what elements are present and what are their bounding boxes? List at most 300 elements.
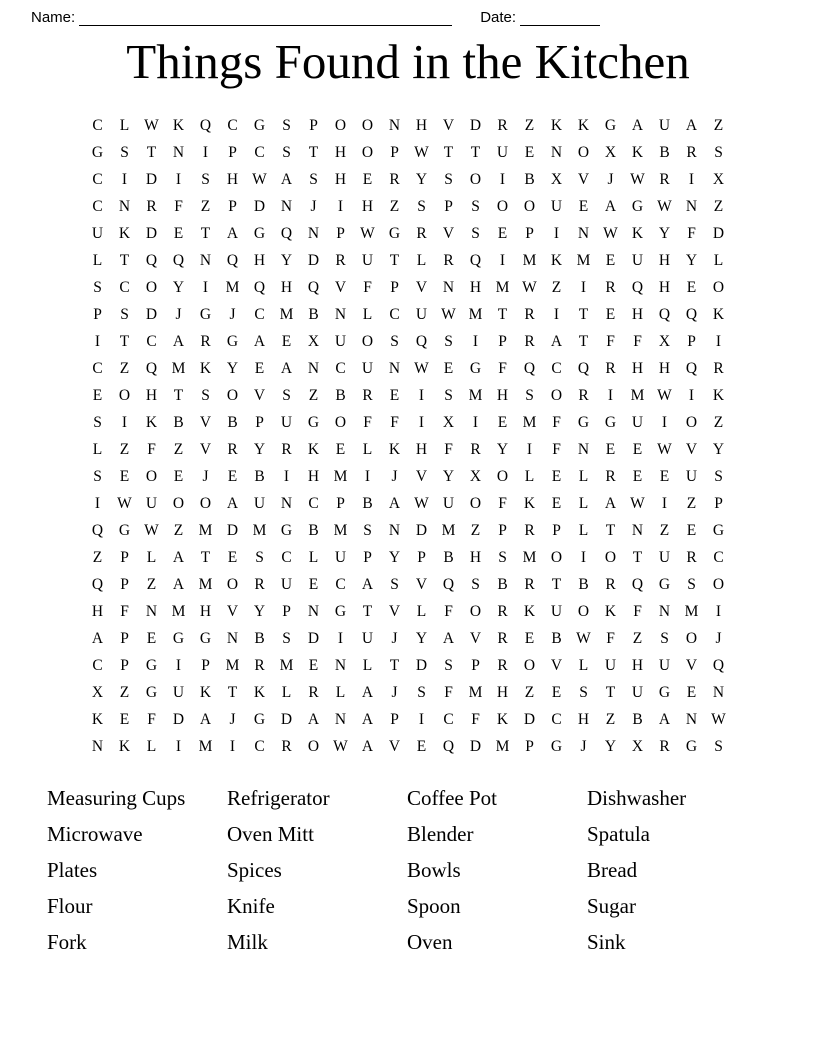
grid-cell[interactable]: Z	[605, 711, 616, 728]
grid-cell[interactable]: V	[199, 441, 212, 458]
grid-cell[interactable]: U	[253, 495, 266, 512]
grid-cell[interactable]: M	[495, 279, 510, 296]
grid-cell[interactable]: C	[551, 711, 562, 728]
grid-cell[interactable]: S	[93, 468, 102, 485]
word-list-item[interactable]: Oven Mitt	[227, 822, 314, 846]
grid-cell[interactable]: N	[334, 657, 347, 674]
grid-cell[interactable]: T	[119, 333, 130, 350]
grid-cell[interactable]: X	[469, 468, 482, 485]
grid-cell[interactable]: E	[308, 576, 319, 593]
word-list-item[interactable]: Spatula	[587, 822, 650, 846]
word-list-item[interactable]: Fork	[47, 930, 87, 954]
grid-cell[interactable]: S	[687, 576, 696, 593]
grid-cell[interactable]: R	[686, 549, 697, 566]
grid-cell[interactable]: P	[714, 495, 723, 512]
grid-cell[interactable]: N	[550, 144, 563, 161]
grid-cell[interactable]: C	[254, 144, 265, 161]
grid-cell[interactable]: R	[254, 657, 265, 674]
grid-cell[interactable]: J	[229, 306, 236, 323]
grid-cell[interactable]: O	[469, 603, 482, 620]
grid-cell[interactable]: S	[471, 198, 480, 215]
grid-cell[interactable]: M	[468, 387, 483, 404]
grid-cell[interactable]: E	[389, 387, 400, 404]
grid-cell[interactable]: C	[254, 738, 265, 755]
grid-cell[interactable]: F	[471, 711, 480, 728]
grid-cell[interactable]: D	[469, 738, 482, 755]
grid-cell[interactable]: S	[444, 171, 453, 188]
grid-cell[interactable]: G	[280, 522, 293, 539]
grid-cell[interactable]: R	[281, 441, 292, 458]
grid-cell[interactable]: S	[471, 225, 480, 242]
grid-cell[interactable]: I	[661, 414, 668, 431]
grid-cell[interactable]: L	[362, 441, 373, 458]
grid-cell[interactable]: M	[198, 522, 213, 539]
grid-cell[interactable]: A	[658, 711, 671, 728]
grid-cell[interactable]: H	[361, 198, 374, 215]
grid-cell[interactable]: H	[658, 279, 671, 296]
grid-cell[interactable]: N	[388, 522, 401, 539]
word-list-item[interactable]: Oven	[407, 930, 453, 954]
grid-cell[interactable]: T	[173, 387, 184, 404]
grid-cell[interactable]: E	[524, 144, 535, 161]
grid-cell[interactable]: U	[334, 549, 347, 566]
grid-cell[interactable]: Q	[253, 279, 266, 296]
grid-cell[interactable]: W	[360, 225, 375, 242]
grid-cell[interactable]: R	[308, 684, 319, 701]
grid-cell[interactable]: A	[172, 549, 185, 566]
word-list-item[interactable]: Spoon	[407, 894, 461, 918]
grid-cell[interactable]: Q	[523, 360, 536, 377]
grid-cell[interactable]: C	[119, 279, 130, 296]
grid-cell[interactable]: K	[199, 360, 212, 377]
grid-cell[interactable]: F	[444, 684, 453, 701]
grid-cell[interactable]: I	[229, 738, 236, 755]
grid-cell[interactable]: W	[117, 495, 132, 512]
grid-cell[interactable]: H	[307, 468, 320, 485]
grid-cell[interactable]: W	[576, 630, 591, 647]
grid-cell[interactable]: R	[713, 360, 724, 377]
grid-cell[interactable]: R	[605, 360, 616, 377]
grid-cell[interactable]: O	[145, 279, 158, 296]
grid-cell[interactable]: S	[390, 576, 399, 593]
grid-cell[interactable]: L	[578, 495, 589, 512]
grid-cell[interactable]: A	[604, 198, 617, 215]
grid-cell[interactable]: T	[578, 333, 589, 350]
grid-cell[interactable]: E	[632, 468, 643, 485]
grid-cell[interactable]: Y	[415, 630, 428, 647]
grid-cell[interactable]: J	[310, 198, 317, 215]
grid-cell[interactable]: O	[118, 387, 131, 404]
grid-cell[interactable]: L	[308, 549, 319, 566]
grid-cell[interactable]: K	[550, 252, 563, 269]
grid-cell[interactable]: R	[470, 441, 481, 458]
grid-cell[interactable]: V	[469, 630, 482, 647]
grid-cell[interactable]: G	[577, 414, 590, 431]
grid-cell[interactable]: X	[307, 333, 320, 350]
grid-cell[interactable]: E	[173, 468, 184, 485]
grid-cell[interactable]: P	[417, 549, 426, 566]
grid-cell[interactable]: Z	[551, 279, 562, 296]
grid-cell[interactable]: G	[631, 198, 644, 215]
grid-cell[interactable]: V	[442, 225, 455, 242]
grid-cell[interactable]: A	[442, 630, 455, 647]
grid-cell[interactable]: A	[604, 495, 617, 512]
grid-cell[interactable]: Y	[253, 603, 266, 620]
grid-cell[interactable]: G	[145, 684, 158, 701]
grid-cell[interactable]: P	[255, 414, 264, 431]
grid-cell[interactable]: S	[498, 549, 507, 566]
grid-cell[interactable]: O	[577, 144, 590, 161]
grid-cell[interactable]: N	[145, 603, 158, 620]
grid-cell[interactable]: N	[91, 738, 104, 755]
grid-cell[interactable]: N	[388, 360, 401, 377]
grid-cell[interactable]: K	[523, 603, 536, 620]
grid-cell[interactable]: F	[552, 414, 561, 431]
grid-cell[interactable]: D	[226, 522, 239, 539]
grid-cell[interactable]: S	[471, 576, 480, 593]
grid-cell[interactable]: Q	[91, 522, 104, 539]
grid-cell[interactable]: H	[334, 144, 347, 161]
grid-cell[interactable]: I	[283, 468, 290, 485]
grid-cell[interactable]: J	[175, 306, 182, 323]
grid-cell[interactable]: Z	[470, 522, 481, 539]
grid-cell[interactable]: P	[525, 225, 534, 242]
grid-cell[interactable]: D	[712, 225, 725, 242]
grid-cell[interactable]: C	[335, 360, 346, 377]
grid-cell[interactable]: U	[280, 576, 293, 593]
grid-cell[interactable]: O	[361, 333, 374, 350]
grid-cell[interactable]: R	[524, 333, 535, 350]
grid-cell[interactable]: Z	[659, 522, 670, 539]
grid-cell[interactable]: A	[226, 495, 239, 512]
grid-cell[interactable]: J	[715, 630, 722, 647]
grid-cell[interactable]: I	[94, 495, 101, 512]
name-blank-line[interactable]	[79, 11, 452, 26]
grid-cell[interactable]: B	[524, 171, 535, 188]
grid-cell[interactable]: W	[522, 279, 537, 296]
grid-cell[interactable]: S	[714, 144, 723, 161]
grid-cell[interactable]: P	[471, 657, 480, 674]
grid-cell[interactable]: Y	[388, 549, 401, 566]
grid-cell[interactable]: K	[253, 684, 266, 701]
grid-cell[interactable]: Q	[442, 576, 455, 593]
grid-cell[interactable]: P	[336, 225, 345, 242]
grid-cell[interactable]: I	[688, 171, 695, 188]
grid-cell[interactable]: V	[388, 738, 401, 755]
grid-cell[interactable]: A	[361, 684, 374, 701]
grid-cell[interactable]: M	[576, 252, 591, 269]
grid-cell[interactable]: Q	[280, 225, 293, 242]
grid-cell[interactable]: F	[174, 198, 183, 215]
grid-cell[interactable]: M	[225, 279, 240, 296]
grid-cell[interactable]: C	[92, 360, 103, 377]
grid-cell[interactable]: U	[658, 549, 671, 566]
grid-cell[interactable]: F	[606, 630, 615, 647]
grid-cell[interactable]: T	[308, 144, 319, 161]
grid-cell[interactable]: K	[577, 117, 590, 134]
grid-cell[interactable]: T	[551, 576, 562, 593]
grid-cell[interactable]: S	[444, 333, 453, 350]
word-list-item[interactable]: Milk	[227, 930, 268, 954]
grid-cell[interactable]: A	[199, 711, 212, 728]
grid-cell[interactable]: N	[334, 306, 347, 323]
grid-cell[interactable]: P	[120, 549, 129, 566]
grid-cell[interactable]: F	[498, 360, 507, 377]
grid-cell[interactable]: U	[631, 252, 644, 269]
grid-cell[interactable]: Y	[280, 252, 293, 269]
grid-cell[interactable]: F	[390, 414, 399, 431]
grid-cell[interactable]: E	[497, 414, 508, 431]
grid-cell[interactable]: L	[146, 549, 157, 566]
grid-cell[interactable]: C	[92, 171, 103, 188]
word-list-item[interactable]: Blender	[407, 822, 474, 846]
grid-cell[interactable]: S	[255, 549, 264, 566]
grid-cell[interactable]: E	[173, 225, 184, 242]
grid-cell[interactable]: I	[364, 468, 371, 485]
grid-cell[interactable]: X	[712, 171, 725, 188]
grid-cell[interactable]: Z	[146, 576, 157, 593]
grid-cell[interactable]: P	[390, 279, 399, 296]
grid-cell[interactable]: R	[497, 603, 508, 620]
grid-cell[interactable]: G	[334, 603, 347, 620]
grid-cell[interactable]: P	[120, 630, 129, 647]
grid-cell[interactable]: O	[523, 657, 536, 674]
grid-cell[interactable]: S	[417, 198, 426, 215]
grid-cell[interactable]: G	[658, 684, 671, 701]
grid-cell[interactable]: Z	[632, 630, 643, 647]
grid-cell[interactable]: S	[282, 387, 291, 404]
grid-cell[interactable]: J	[229, 711, 236, 728]
grid-cell[interactable]: V	[415, 279, 428, 296]
grid-cell[interactable]: M	[468, 684, 483, 701]
grid-cell[interactable]: U	[550, 603, 563, 620]
grid-cell[interactable]: R	[659, 171, 670, 188]
grid-cell[interactable]: N	[712, 684, 725, 701]
grid-cell[interactable]: L	[713, 252, 724, 269]
grid-cell[interactable]: T	[497, 306, 508, 323]
grid-cell[interactable]: V	[577, 171, 590, 188]
grid-cell[interactable]: O	[226, 387, 239, 404]
grid-cell[interactable]: L	[524, 468, 535, 485]
grid-cell[interactable]: O	[550, 549, 563, 566]
grid-cell[interactable]: Q	[577, 360, 590, 377]
grid-cell[interactable]: V	[685, 441, 698, 458]
grid-cell[interactable]: P	[498, 333, 507, 350]
grid-cell[interactable]: A	[226, 225, 239, 242]
grid-cell[interactable]: E	[227, 468, 238, 485]
grid-cell[interactable]: U	[334, 333, 347, 350]
grid-cell[interactable]: D	[145, 225, 158, 242]
grid-cell[interactable]: I	[499, 252, 506, 269]
grid-cell[interactable]: I	[94, 333, 101, 350]
grid-cell[interactable]: M	[333, 522, 348, 539]
word-list-item[interactable]: Knife	[227, 894, 275, 918]
grid-cell[interactable]: V	[415, 576, 428, 593]
grid-cell[interactable]: W	[144, 522, 159, 539]
grid-cell[interactable]: Z	[686, 495, 697, 512]
grid-cell[interactable]: B	[173, 414, 184, 431]
grid-cell[interactable]: M	[171, 360, 186, 377]
grid-cell[interactable]: Z	[524, 684, 535, 701]
grid-cell[interactable]: Z	[308, 387, 319, 404]
grid-cell[interactable]: I	[607, 387, 614, 404]
grid-cell[interactable]: R	[497, 630, 508, 647]
grid-cell[interactable]: C	[308, 495, 319, 512]
grid-cell[interactable]: O	[469, 171, 482, 188]
grid-cell[interactable]: P	[120, 657, 129, 674]
grid-cell[interactable]: F	[363, 414, 372, 431]
grid-cell[interactable]: I	[202, 279, 209, 296]
grid-cell[interactable]: H	[658, 360, 671, 377]
grid-cell[interactable]: O	[469, 495, 482, 512]
grid-cell[interactable]: S	[417, 684, 426, 701]
grid-cell[interactable]: A	[388, 495, 401, 512]
grid-cell[interactable]: U	[280, 414, 293, 431]
grid-cell[interactable]: E	[281, 333, 292, 350]
grid-cell[interactable]: E	[551, 684, 562, 701]
grid-cell[interactable]: G	[253, 225, 266, 242]
grid-cell[interactable]: W	[630, 171, 645, 188]
grid-cell[interactable]: U	[91, 225, 104, 242]
grid-cell[interactable]: P	[390, 144, 399, 161]
grid-cell[interactable]: Z	[119, 441, 130, 458]
word-list-item[interactable]: Plates	[47, 858, 98, 882]
grid-cell[interactable]: P	[93, 306, 102, 323]
grid-cell[interactable]: H	[658, 252, 671, 269]
grid-cell[interactable]: I	[715, 333, 722, 350]
grid-cell[interactable]: T	[200, 549, 211, 566]
grid-cell[interactable]: A	[361, 576, 374, 593]
grid-cell[interactable]: D	[307, 252, 320, 269]
grid-cell[interactable]: D	[145, 171, 158, 188]
grid-cell[interactable]: W	[630, 495, 645, 512]
grid-cell[interactable]: I	[175, 171, 182, 188]
grid-cell[interactable]: R	[605, 576, 616, 593]
grid-cell[interactable]: R	[227, 441, 238, 458]
grid-cell[interactable]: P	[228, 198, 237, 215]
grid-cell[interactable]: Z	[119, 360, 130, 377]
grid-cell[interactable]: T	[389, 252, 400, 269]
grid-cell[interactable]: Q	[685, 360, 698, 377]
word-list-item[interactable]: Dishwasher	[587, 786, 687, 810]
grid-cell[interactable]: K	[145, 414, 158, 431]
grid-cell[interactable]: V	[253, 387, 266, 404]
grid-cell[interactable]: M	[441, 522, 456, 539]
grid-cell[interactable]: U	[631, 684, 644, 701]
grid-cell[interactable]: O	[685, 414, 698, 431]
grid-cell[interactable]: U	[145, 495, 158, 512]
grid-cell[interactable]: K	[523, 495, 536, 512]
grid-cell[interactable]: B	[497, 576, 508, 593]
grid-cell[interactable]: B	[254, 630, 265, 647]
grid-cell[interactable]: M	[279, 306, 294, 323]
grid-cell[interactable]: L	[578, 522, 589, 539]
grid-cell[interactable]: X	[658, 333, 671, 350]
grid-cell[interactable]: M	[522, 414, 537, 431]
grid-cell[interactable]: H	[577, 711, 590, 728]
grid-cell[interactable]: G	[307, 414, 320, 431]
grid-cell[interactable]: I	[661, 495, 668, 512]
grid-cell[interactable]: E	[227, 549, 238, 566]
grid-cell[interactable]: F	[147, 711, 156, 728]
grid-cell[interactable]: W	[414, 144, 429, 161]
grid-cell[interactable]: B	[362, 495, 373, 512]
grid-cell[interactable]: C	[443, 711, 454, 728]
grid-cell[interactable]: Y	[712, 441, 725, 458]
grid-cell[interactable]: M	[198, 738, 213, 755]
grid-cell[interactable]: M	[522, 252, 537, 269]
grid-cell[interactable]: C	[92, 117, 103, 134]
grid-cell[interactable]: L	[335, 684, 346, 701]
grid-cell[interactable]: R	[416, 225, 427, 242]
grid-cell[interactable]: B	[308, 522, 319, 539]
word-list-item[interactable]: Sugar	[587, 894, 636, 918]
grid-cell[interactable]: U	[361, 630, 374, 647]
grid-cell[interactable]: M	[684, 603, 699, 620]
grid-cell[interactable]: E	[686, 522, 697, 539]
grid-cell[interactable]: E	[659, 468, 670, 485]
grid-cell[interactable]: S	[120, 306, 129, 323]
grid-cell[interactable]: Y	[253, 441, 266, 458]
grid-cell[interactable]: T	[227, 684, 238, 701]
grid-cell[interactable]: R	[254, 576, 265, 593]
word-list-item[interactable]: Sink	[587, 930, 626, 954]
grid-cell[interactable]: P	[687, 333, 696, 350]
grid-cell[interactable]: O	[361, 117, 374, 134]
grid-cell[interactable]: H	[631, 657, 644, 674]
grid-cell[interactable]: E	[605, 441, 616, 458]
grid-cell[interactable]: U	[415, 306, 428, 323]
grid-cell[interactable]: T	[578, 306, 589, 323]
grid-cell[interactable]: H	[280, 279, 293, 296]
grid-cell[interactable]: E	[308, 657, 319, 674]
grid-cell[interactable]: S	[444, 657, 453, 674]
grid-cell[interactable]: E	[605, 252, 616, 269]
grid-cell[interactable]: M	[495, 738, 510, 755]
grid-cell[interactable]: F	[687, 225, 696, 242]
grid-cell[interactable]: D	[172, 711, 185, 728]
grid-cell[interactable]: N	[388, 117, 401, 134]
grid-cell[interactable]: F	[633, 603, 642, 620]
grid-cell[interactable]: C	[254, 306, 265, 323]
grid-cell[interactable]: Q	[91, 576, 104, 593]
grid-cell[interactable]: T	[443, 144, 454, 161]
grid-cell[interactable]: Q	[307, 279, 320, 296]
grid-cell[interactable]: S	[714, 468, 723, 485]
grid-cell[interactable]: G	[685, 738, 698, 755]
grid-cell[interactable]: E	[524, 630, 535, 647]
grid-cell[interactable]: K	[118, 225, 131, 242]
grid-cell[interactable]: D	[145, 306, 158, 323]
grid-cell[interactable]: K	[604, 603, 617, 620]
grid-cell[interactable]: Y	[685, 252, 698, 269]
grid-cell[interactable]: J	[391, 630, 398, 647]
grid-cell[interactable]: E	[416, 738, 427, 755]
grid-cell[interactable]: G	[604, 117, 617, 134]
grid-cell[interactable]: S	[282, 144, 291, 161]
grid-cell[interactable]: N	[307, 360, 320, 377]
grid-cell[interactable]: E	[362, 171, 373, 188]
grid-cell[interactable]: H	[199, 603, 212, 620]
grid-cell[interactable]: U	[172, 684, 185, 701]
grid-cell[interactable]: I	[688, 387, 695, 404]
grid-cell[interactable]: H	[496, 684, 509, 701]
grid-cell[interactable]: H	[415, 441, 428, 458]
grid-cell[interactable]: B	[578, 576, 589, 593]
grid-cell[interactable]: S	[282, 117, 291, 134]
grid-cell[interactable]: Q	[145, 360, 158, 377]
grid-cell[interactable]: A	[361, 711, 374, 728]
